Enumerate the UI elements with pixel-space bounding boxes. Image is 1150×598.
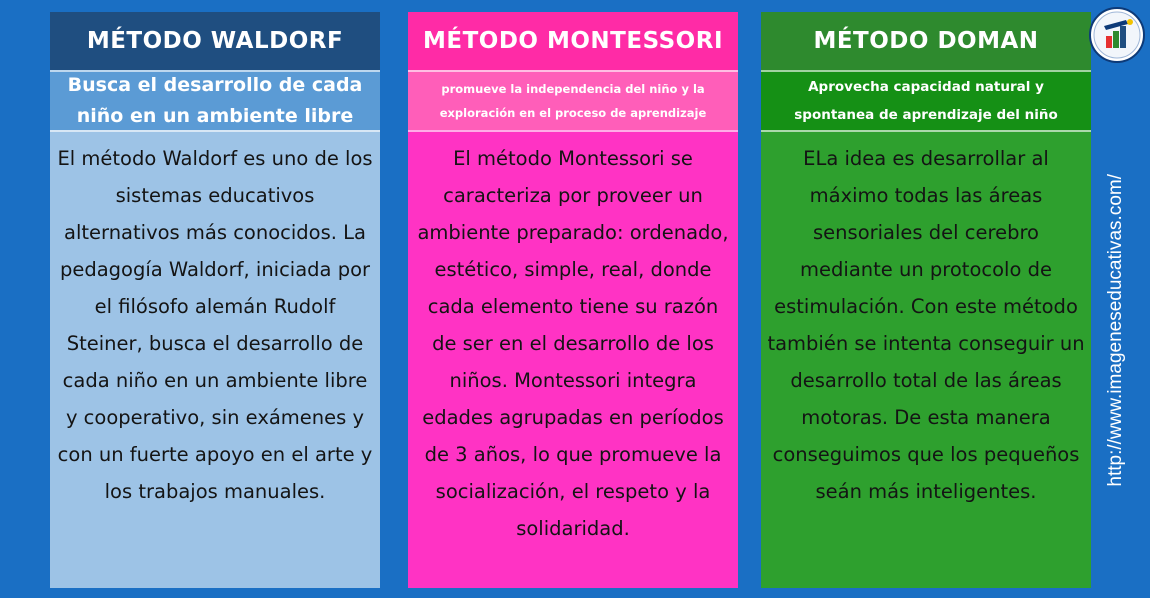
column-body-text: El método Montessori se caracteriza por proveer un ambiente preparado: ordenado, estético, simple, real, donde cada elemento tiene su razón de ser en el desarrollo de los niños. Montessori integra edades agrupadas en períodos de 3 años, lo que promueve la socialización, el respeto y la solidaridad. — [408, 130, 738, 588]
column-subtitle: promueve la independencia del niño y la exploración en el proceso de aprendizaje — [408, 70, 738, 130]
column-montessori — [408, 12, 738, 588]
column-body-text: El método Waldorf es uno de los sistemas educativos alternativos más conocidos. La pedagogía Waldorf, iniciada por el filósofo alemán Rudolf Steiner, busca el desarrollo de cada niño en un ambiente libre y cooperativo, sin exámenes y con un fuerte apoyo en el arte y los trabajos manuales. — [50, 130, 380, 588]
column-subtitle: Busca el desarrollo de cada niño en un ambiente libre — [50, 70, 380, 130]
imageneseducativas-logo-icon[interactable] — [1088, 6, 1146, 64]
column-body-text: ELa idea es desarrollar al máximo todas las áreas sensoriales del cerebro mediante un protocolo de estimulación. Con este método también se intenta conseguir un desarrollo total de las áreas motoras. De esta manera conseguimos que los pequeños seán más inteligentes. — [761, 130, 1091, 588]
column-title: MÉTODO DOMAN — [761, 12, 1091, 70]
side-url-link[interactable] — [1098, 160, 1134, 500]
column-title: MÉTODO WALDORF — [50, 12, 380, 70]
column-title: MÉTODO MONTESSORI — [408, 12, 738, 70]
column-doman — [761, 12, 1091, 588]
column-subtitle: Aprovecha capacidad natural y spontanea de aprendizaje del niño — [761, 70, 1091, 130]
side-url-text[interactable]: http://www.imageneseducativas.com/ — [1105, 173, 1126, 487]
column-waldorf — [50, 12, 380, 588]
